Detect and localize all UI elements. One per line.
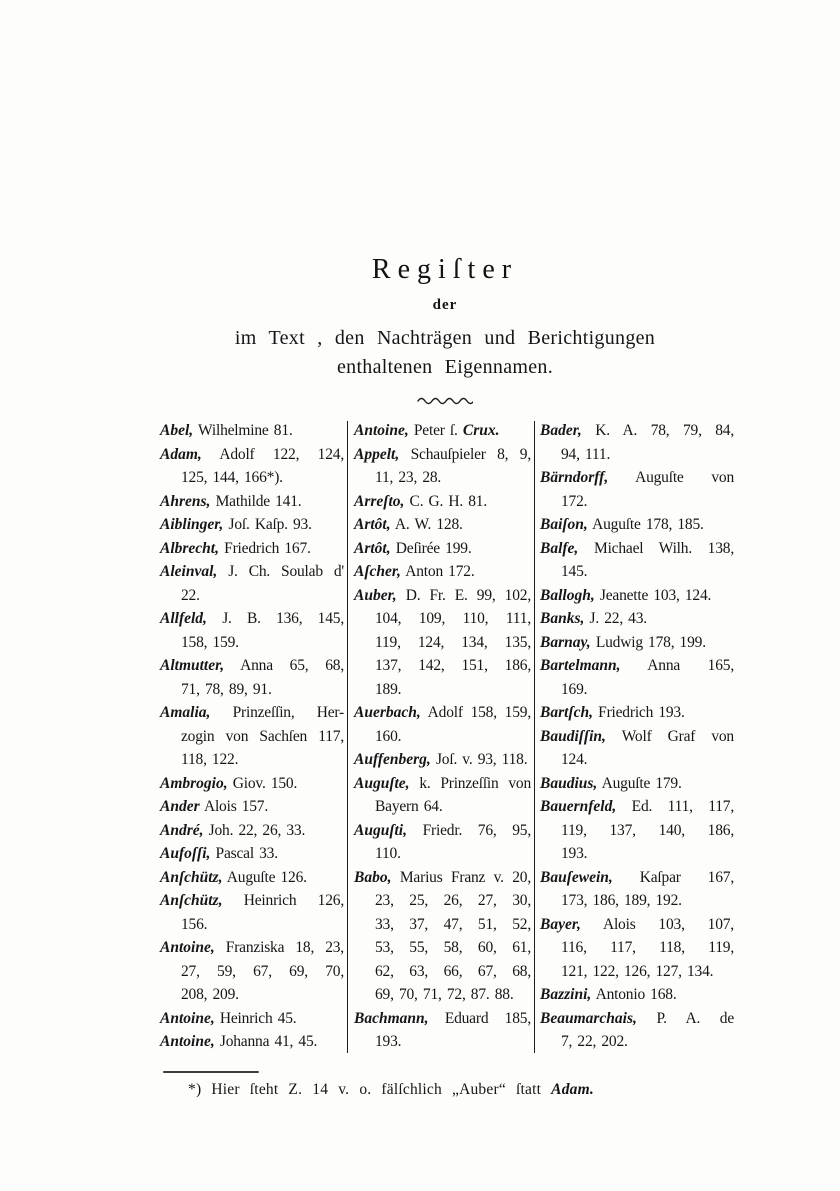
entry-headword: Albrecht, xyxy=(160,539,219,557)
index-line xyxy=(354,537,531,561)
index-line xyxy=(540,537,734,561)
entry-text: 193. xyxy=(375,1033,402,1050)
index-line xyxy=(540,1007,734,1031)
entry-text: 145. xyxy=(561,563,588,580)
entry-headword: Bauernfeld, xyxy=(540,798,617,815)
index-line xyxy=(354,748,531,772)
entry-text: 118, 122. xyxy=(181,751,239,768)
entry-headword: Aufoſſi, xyxy=(160,845,211,862)
entry-text: Wolf Graf von xyxy=(605,727,734,745)
entry-headword: Banks, xyxy=(540,610,585,627)
index-line xyxy=(540,607,734,631)
entry-headword: Bauſewein, xyxy=(540,868,613,886)
footnote xyxy=(188,1081,708,1099)
entry-headword: Ahrens, xyxy=(160,492,211,510)
index-line xyxy=(354,960,531,984)
entry-headword: Antoine, xyxy=(160,1009,215,1027)
index-line xyxy=(540,560,734,584)
entry-headword: Bartſch, xyxy=(540,704,593,721)
entry-text: Ludwig 178, 199. xyxy=(590,633,706,651)
index-line xyxy=(540,913,734,937)
entry-text: J. 22, 43. xyxy=(584,610,647,627)
entry-headword: Auguſti, xyxy=(354,821,407,839)
index-line xyxy=(160,889,344,913)
index-line xyxy=(540,513,734,537)
entry-text: Friedrich 193. xyxy=(592,704,685,721)
entry-text: 160. xyxy=(375,727,402,745)
entry-headword: Bader, xyxy=(540,422,582,439)
entry-headword: Aſcher, xyxy=(354,563,401,580)
index-line xyxy=(540,419,734,443)
index-line xyxy=(160,584,344,608)
index-line xyxy=(354,490,531,514)
entry-headword: Baudiſſin, xyxy=(540,727,606,745)
entry-headword: Baudius, xyxy=(540,774,598,792)
entry-text: Anton 172. xyxy=(400,563,475,580)
index-line xyxy=(160,607,344,631)
entry-text: Michael Wilh. 138, xyxy=(578,539,734,557)
entry-text: 22. xyxy=(181,586,200,604)
index-line xyxy=(540,772,734,796)
index-line xyxy=(540,631,734,655)
column-divider-rule-2 xyxy=(534,421,535,1053)
subtitle-line-2: enthaltenen Eigennamen. xyxy=(336,356,554,378)
entry-headword: Artôt, xyxy=(354,539,391,557)
entry-headword: Aleinval, xyxy=(160,563,218,580)
footnote-italic-name: Adam. xyxy=(551,1081,594,1098)
entry-headword: Ambrogio, xyxy=(160,774,228,792)
index-line xyxy=(540,983,734,1007)
index-line xyxy=(354,772,531,796)
entry-headword: Ander xyxy=(160,798,200,815)
entry-headword: Babo, xyxy=(354,868,392,886)
entry-text: 193. xyxy=(561,845,588,862)
entry-text: Auguſte 178, 185. xyxy=(587,516,704,533)
entry-text: 62, 63, 66, 67, 68, xyxy=(375,962,531,980)
index-line xyxy=(354,654,531,678)
index-line xyxy=(540,795,734,819)
entry-text: Ed. 111, 117, xyxy=(616,798,734,815)
index-line xyxy=(354,678,531,702)
index-line xyxy=(354,1007,531,1031)
entry-headword: Bärndorff, xyxy=(540,469,609,486)
page-title: Regiſter xyxy=(371,254,519,285)
entry-headword: Arreſto, xyxy=(354,492,405,510)
index-line xyxy=(354,466,531,490)
entry-text: Mathilde 141. xyxy=(210,492,302,510)
index-line xyxy=(160,748,344,772)
index-line xyxy=(540,819,734,843)
entry-text: Heinrich 45. xyxy=(214,1009,297,1027)
index-line xyxy=(160,936,344,960)
index-line xyxy=(354,607,531,631)
entry-text: D. Fr. E. 99, 102, xyxy=(396,586,531,604)
entry-text: 33, 37, 47, 51, 52, xyxy=(375,915,531,933)
index-line xyxy=(160,513,344,537)
index-line xyxy=(354,1030,531,1054)
index-line xyxy=(354,795,531,819)
entry-headword: Auguſte, xyxy=(354,774,410,792)
entry-text: 53, 55, 58, 60, 61, xyxy=(375,939,531,956)
entry-text: Johanna 41, 45. xyxy=(214,1033,318,1050)
entry-text: 137, 142, 151, 186, xyxy=(375,657,531,674)
entry-text: 23, 25, 26, 27, 30, xyxy=(375,892,531,909)
entry-text: J. B. 136, 145, xyxy=(206,610,344,627)
entry-text: 125, 144, 166*). xyxy=(181,469,283,486)
entry-text: Jeanette 103, 124. xyxy=(594,586,712,604)
index-line xyxy=(354,983,531,1007)
index-line xyxy=(354,866,531,890)
footnote-text: *) Hier ſteht Z. 14 v. o. fälſchlich „Auber“ ſtatt xyxy=(188,1081,552,1098)
entry-text: 172. xyxy=(561,492,588,510)
index-line xyxy=(160,983,344,1007)
name-index xyxy=(158,419,736,1059)
entry-headword: Antoine, xyxy=(354,422,409,439)
index-line xyxy=(160,537,344,561)
entry-text: 11, 23, 28. xyxy=(375,469,442,486)
index-line xyxy=(160,795,344,819)
index-line xyxy=(354,513,531,537)
entry-text: Joſ. v. 93, 118. xyxy=(430,751,528,768)
entry-headword: Auerbach, xyxy=(354,704,421,721)
entry-headword: Altmutter, xyxy=(160,657,225,674)
entry-text: 27, 59, 67, 69, 70, xyxy=(181,962,344,980)
entry-headword: Auber, xyxy=(354,586,397,604)
entry-text: 104, 109, 110, 111, xyxy=(375,610,531,627)
entry-headword: Bartelmann, xyxy=(540,657,621,674)
index-line xyxy=(160,866,344,890)
entry-text: 156. xyxy=(181,915,208,933)
entry-text: Joh. 22, 26, 33. xyxy=(203,821,306,839)
entry-headword: Aiblinger, xyxy=(160,516,224,533)
entry-text: 189. xyxy=(375,680,402,698)
index-line xyxy=(160,654,344,678)
entry-text: Antonio 168. xyxy=(591,986,677,1003)
index-line xyxy=(540,443,734,467)
index-line xyxy=(540,490,734,514)
index-line xyxy=(354,701,531,725)
entry-text: Heinrich 126, xyxy=(222,892,344,909)
index-line xyxy=(540,701,734,725)
entry-text: Alois 103, 107, xyxy=(580,915,734,933)
entry-text: Marius Franz v. 20, xyxy=(391,868,531,886)
entry-text: Deſirée 199. xyxy=(390,539,472,557)
entry-headword: Crux. xyxy=(462,422,500,439)
index-line xyxy=(540,748,734,772)
entry-text: Bayern 64. xyxy=(375,798,443,815)
index-line xyxy=(354,419,531,443)
entry-headword: Ballogh, xyxy=(540,586,595,604)
entry-text: K. A. 78, 79, 84, xyxy=(581,422,734,439)
entry-text: 69, 70, 71, 72, 87. 88. xyxy=(375,986,514,1003)
entry-text: 94, 111. xyxy=(561,445,611,463)
entry-text: 173, 186, 189, 192. xyxy=(561,892,682,909)
entry-headword: Adam, xyxy=(160,445,202,463)
entry-text: 71, 78, 89, 91. xyxy=(181,680,272,698)
index-column-3 xyxy=(540,419,734,1054)
register-header xyxy=(158,254,732,404)
entry-headword: Artôt, xyxy=(354,516,391,533)
entry-text: Kaſpar 167, xyxy=(612,868,734,886)
entry-headword: Appelt, xyxy=(354,445,400,463)
index-line xyxy=(160,819,344,843)
index-line xyxy=(354,584,531,608)
index-line xyxy=(354,631,531,655)
index-line xyxy=(160,960,344,984)
index-line xyxy=(540,725,734,749)
entry-headword: Auffenberg, xyxy=(354,751,431,768)
entry-text: A. W. 128. xyxy=(390,516,463,533)
entry-text: P. A. de xyxy=(636,1009,734,1027)
entry-headword: Bayer, xyxy=(540,915,581,933)
entry-text: 119, 124, 134, 135, xyxy=(375,633,531,651)
entry-headword: Barnay, xyxy=(540,633,591,651)
entry-headword: Amalia, xyxy=(160,704,211,721)
entry-text: Auguſte 126. xyxy=(222,868,307,886)
entry-text: 208, 209. xyxy=(181,986,239,1003)
index-line xyxy=(354,913,531,937)
index-line xyxy=(160,701,344,725)
index-line xyxy=(160,1030,344,1054)
entry-text: Schauſpieler 8, 9, xyxy=(399,445,531,463)
index-line xyxy=(354,560,531,584)
index-column-1 xyxy=(160,419,344,1054)
index-line xyxy=(160,466,344,490)
index-line xyxy=(160,419,344,443)
entry-headword: André, xyxy=(160,821,204,839)
entry-text: 110. xyxy=(375,845,401,862)
index-line xyxy=(160,443,344,467)
index-line xyxy=(540,866,734,890)
entry-headword: Bachmann, xyxy=(354,1009,429,1027)
entry-text: Anna 165, xyxy=(620,657,734,674)
entry-headword: Allfeld, xyxy=(160,610,207,627)
entry-text: 119, 137, 140, 186, xyxy=(561,821,734,839)
entry-headword: Antoine, xyxy=(160,1033,215,1050)
index-line xyxy=(540,466,734,490)
entry-text: 169. xyxy=(561,680,588,698)
index-line xyxy=(540,936,734,960)
index-line xyxy=(354,842,531,866)
entry-headword: Beaumarchais, xyxy=(540,1009,637,1027)
entry-headword: Anſchütz, xyxy=(160,892,223,909)
entry-text: 121, 122, 126, 127, 134. xyxy=(561,962,714,980)
index-line xyxy=(354,936,531,960)
index-line xyxy=(354,819,531,843)
index-line xyxy=(160,772,344,796)
entry-headword: Antoine, xyxy=(160,939,215,956)
index-line xyxy=(540,678,734,702)
entry-headword: Anſchütz, xyxy=(160,868,223,886)
entry-text: Friedr. 76, 95, xyxy=(406,821,531,839)
index-line xyxy=(540,889,734,913)
entry-text: C. G. H. 81. xyxy=(404,492,488,510)
index-line xyxy=(160,1007,344,1031)
entry-text: Joſ. Kaſp. 93. xyxy=(223,516,312,533)
index-line xyxy=(160,490,344,514)
entry-text: 7, 22, 202. xyxy=(561,1033,628,1050)
entry-text: Pascal 33. xyxy=(210,845,278,862)
index-line xyxy=(540,654,734,678)
index-line xyxy=(354,725,531,749)
entry-text: Adolf 122, 124, xyxy=(201,445,344,463)
entry-text: Friedrich 167. xyxy=(219,539,311,557)
index-line xyxy=(160,913,344,937)
entry-text: 158, 159. xyxy=(181,633,239,651)
entry-text: k. Prinzeſſin von xyxy=(409,774,531,792)
index-line xyxy=(160,631,344,655)
index-line xyxy=(540,1030,734,1054)
index-line xyxy=(160,725,344,749)
index-line xyxy=(540,584,734,608)
entry-text: Peter ſ. xyxy=(408,422,463,439)
index-line xyxy=(540,842,734,866)
index-line xyxy=(160,678,344,702)
entry-text: Eduard 185, xyxy=(428,1009,531,1027)
column-divider-rule-1 xyxy=(347,421,348,1053)
entry-text: Giov. 150. xyxy=(227,774,298,792)
entry-text: 124. xyxy=(561,751,588,768)
index-line xyxy=(160,842,344,866)
entry-text: Auguſte 179. xyxy=(597,774,682,792)
index-line xyxy=(540,960,734,984)
entry-text: Prinzeſſin, Her- xyxy=(210,704,344,721)
entry-text: Auguſte von xyxy=(608,469,734,486)
entry-text: Franziska 18, 23, xyxy=(214,939,344,956)
entry-text: Wilhelmine 81. xyxy=(193,422,293,439)
entry-headword: Bazzini, xyxy=(540,986,592,1003)
entry-text: Alois 157. xyxy=(199,798,269,815)
index-column-2 xyxy=(354,419,531,1054)
index-line xyxy=(354,889,531,913)
index-line xyxy=(160,560,344,584)
footnote-separator-rule xyxy=(163,1071,259,1073)
entry-text: zogin von Sachſen 117, xyxy=(181,727,344,745)
entry-headword: Abel, xyxy=(160,422,194,439)
subtitle-line-1: im Text , den Nachträgen und Berichtigungen xyxy=(234,327,656,349)
entry-text: 116, 117, 118, 119, xyxy=(561,939,734,956)
entry-text: Adolf 158, 159, xyxy=(420,704,531,721)
entry-text: J. Ch. Soulab d' xyxy=(217,563,344,580)
subtitle-der: der xyxy=(432,297,458,313)
entry-headword: Balfe, xyxy=(540,539,579,557)
entry-headword: Baiſon, xyxy=(540,516,588,533)
entry-text: Anna 65, 68, xyxy=(224,657,344,674)
index-line xyxy=(354,443,531,467)
wavy-line-ornament xyxy=(158,392,732,404)
